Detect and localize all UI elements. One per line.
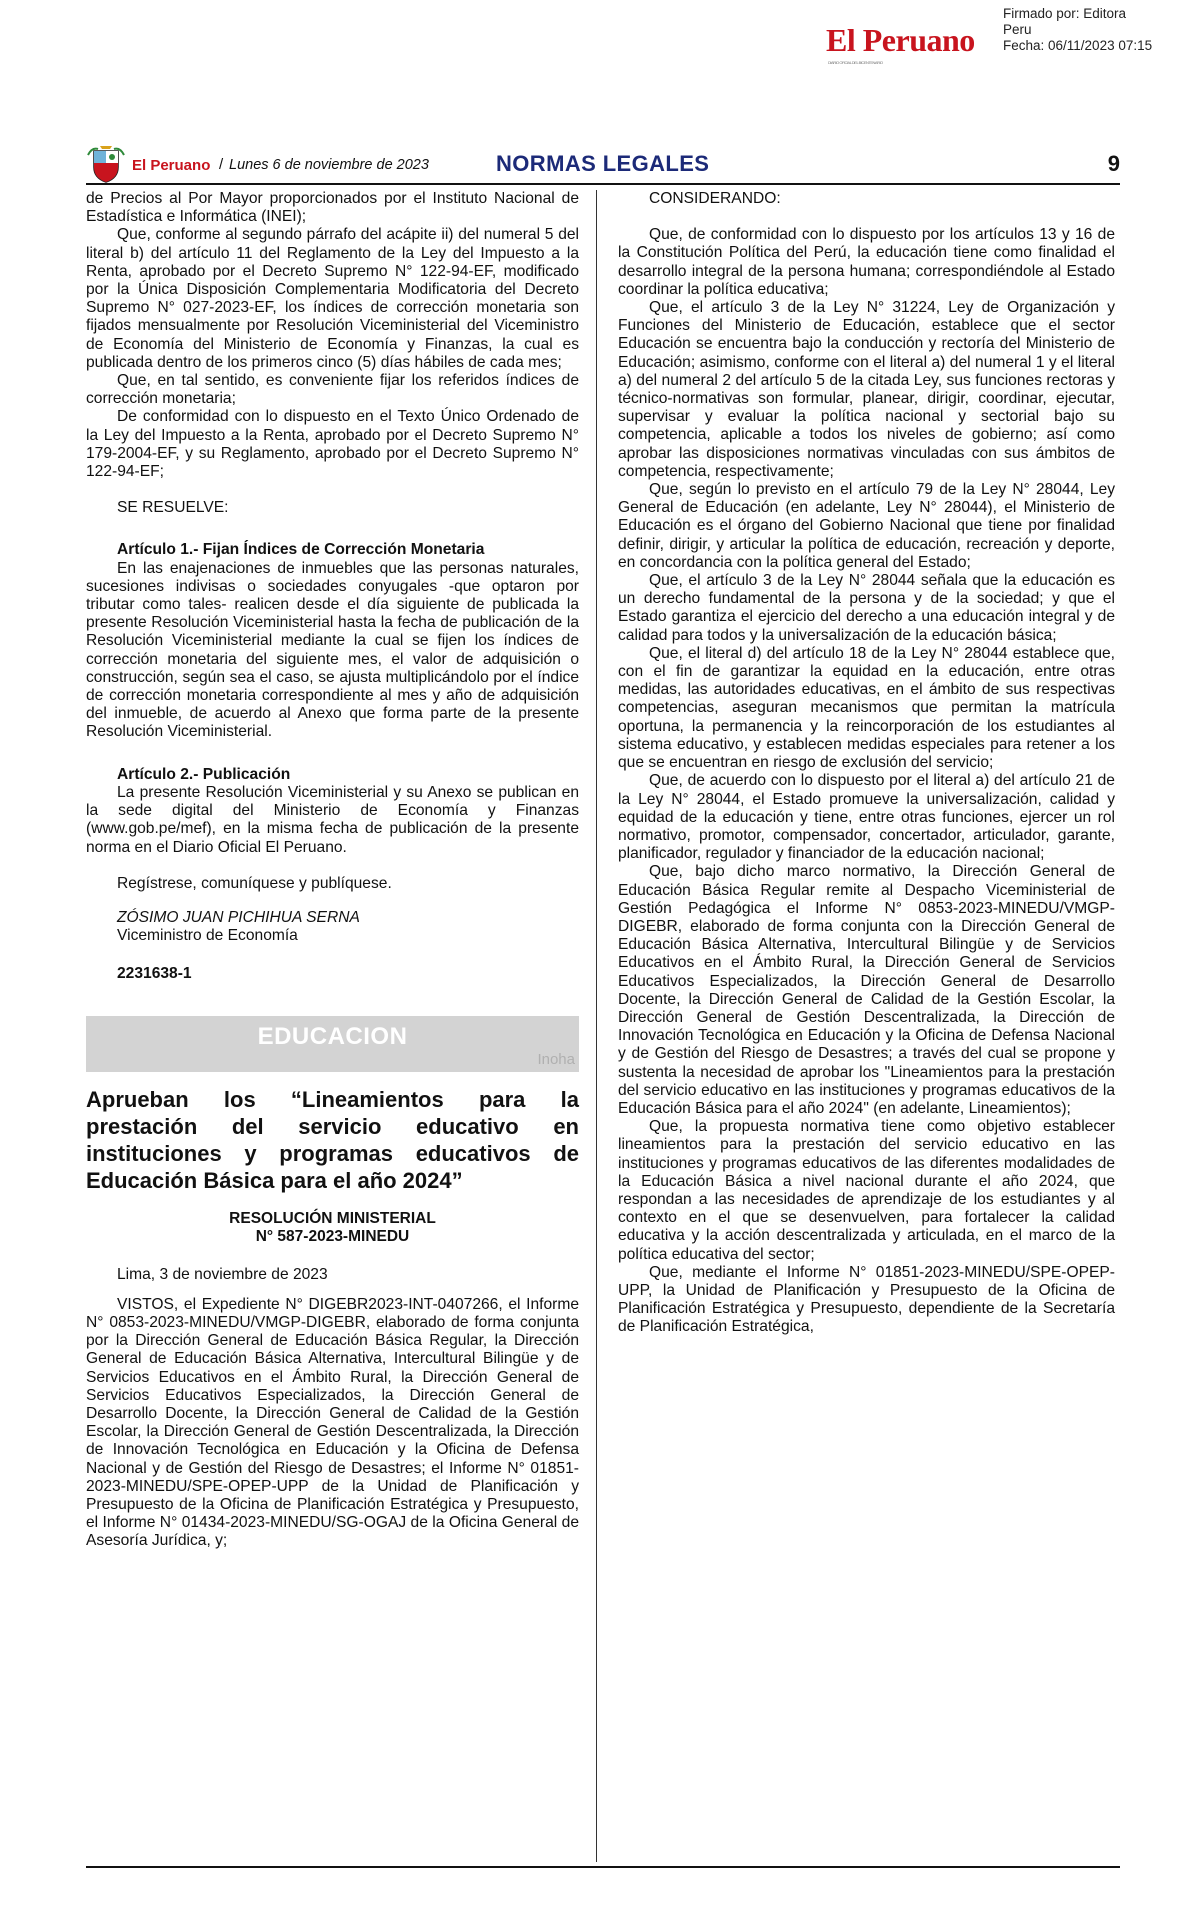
header-section-title: NORMAS LEGALES — [496, 151, 710, 176]
signed-by-value: Peru — [1003, 22, 1032, 37]
footer-rule — [86, 1866, 1120, 1868]
resolution-title-block — [86, 1210, 579, 1246]
resolution-title: RESOLUCIÓN MINISTERIAL — [229, 1209, 436, 1227]
paragraph: Que, el artículo 3 de la Ley N° 28044 señala que la educación es un derecho fundamental de la persona y de la sociedad; y que el Estado garantiza el ejercicio del derecho a una educación integral y de calidad para todos y la universalización de la educación básica; — [618, 572, 1115, 644]
page-number: 9 — [1107, 151, 1120, 176]
column-divider — [596, 190, 597, 1862]
paragraph: Que, la propuesta normativa tiene como objetivo establecer lineamientos para la prestación del servicio educativo en las instituciones y programas educativos de las diferentes modalidades de la Educación Básica a nivel nacional durante el año 2024, que respondan a las necesidades de aprendizaje de los estudiantes y al contexto en el que se desenvuelven, para fortalecer la calidad educativa y la acción descentralizada y articulada, en el marco de la política educativa del sector; — [618, 1118, 1115, 1263]
coat-of-arms-icon — [86, 145, 126, 183]
section-banner-tag: Inoha — [537, 1051, 575, 1069]
section-banner — [86, 1016, 579, 1072]
closing-formula: Regístrese, comuníquese y publíquese. — [117, 874, 392, 892]
paragraph: De conformidad con lo dispuesto en el Texto Único Ordenado de la Ley del Impuesto a la Renta, aprobado por el Decreto Supremo N° 179-2004-EF, y su Reglamento, aprobado por el Decreto Supremo N° 122-94-EF; — [86, 408, 579, 481]
paragraph: Que, el literal d) del artículo 18 de la Ley N° 28044 establece que, con el fin de garantizar la equidad en la educación, entre otras medidas, las autoridades educativas, en el ámbito de sus respectivas competencias, aseguran mecanismos que permitan la matrícula oportuna, la permanencia y la reincorporación de los estudiantes al sistema educativo, y establecen medidas especiales para retener a los que se encuentran en riesgo de exclusión del servicio; — [618, 644, 1115, 772]
header-separator: / — [219, 156, 224, 173]
considerando-label: CONSIDERANDO: — [649, 190, 781, 207]
digital-signature — [820, 0, 1200, 65]
paragraph: de Precios al Por Mayor proporcionados por el Instituto Nacional de Estadística e Informática (INEI); — [86, 190, 579, 226]
paragraph: Que, de conformidad con lo dispuesto por los artículos 13 y 16 de la Constitución Política del Perú, la educación tiene como finalidad el desarrollo integral de la persona humana; correspondiéndole al Estado coordinar la política educativa; — [618, 226, 1115, 298]
signed-by-label: Firmado por: Editora — [1003, 6, 1127, 21]
header-rule — [86, 183, 1120, 185]
paragraph: Que, conforme al segundo párrafo del acápite ii) del numeral 5 del literal b) del artículo 11 del Reglamento de la Ley del Impuesto a la Renta, aprobado por el Decreto Supremo N° 122-94-EF, modificado por la Única Disposición Complementaria Modificatoria del Decreto Supremo N° 027-2023-EF, los índices de corrección monetaria son fijados mensualmente por Resolución Viceministerial del Viceministro de Economía del Ministerio de Economía y Finanzas, la cual es publicada dentro de los primeros cinco (5) días hábiles de cada mes; — [86, 226, 579, 371]
paragraph: Que, de acuerdo con lo dispuesto por el literal a) del artículo 21 de la Ley N° 28044, el Estado promueve la universalización, calidad y equidad de la educación y tiene, entre otras funciones, ejercer un rol normativo, promotor, compensador, concertador, articulador, garante, planificador, regulador y financiador de la educación nacional; — [618, 772, 1115, 863]
paragraph: Que, el artículo 3 de la Ley N° 31224, Ley de Organización y Funciones del Ministerio de Educación, establece que el sector Educación se encuentra bajo la conducción y rectoría del Ministerio de Educación; asimismo, conforme con el literal a) del numeral 1 y el literal a) del numeral 2 del artículo 5 de la citada Ley, sus funciones rectoras y técnico-normativas son formular, planear, dirigir, coordinar, ejecutar, supervisar y evaluar la política nacional y sectorial bajo su competencia, aplicable a todos los niveles de gobierno; así como aprobar las disposiciones normativas vinculadas con sus ámbitos de competencia, respectivamente; — [618, 299, 1115, 480]
el-peruano-logo: El Peruano DIARIO OFICIAL DEL BICENTENARIO — [826, 22, 975, 65]
section-banner-title: EDUCACION — [257, 1022, 408, 1050]
article-2-title: Artículo 2.- Publicación — [117, 765, 291, 783]
paragraph: Que, bajo dicho marco normativo, la Dirección General de Educación Básica Regular remite al Despacho Viceministerial de Gestión Pedagógica el Informe N° 0853-2023-MINEDU/VMGP-DIGEBR, elaborado de forma conjunta con la Dirección General de Educación Básica Alternativa, Intercultural Bilingüe y de Servicios Educativos en el Ámbito Rural, la Dirección General de Servicios Educativos Especializados, la Dirección General de Desarrollo Docente, la Dirección General de Calidad de la Gestión Escolar, la Dirección General de Gestión Descentralizada, la Dirección de Innovación Tecnológica en Educación y la Oficina de Defensa Nacional y de Gestión del Riesgo de Desastres; a través del cual se propone y sustenta la necesidad de aprobar los "Lineamientos para la prestación del servicio educativo en las instituciones y programas educativos de la Educación Básica para el año 2024" (en adelante, Lineamientos); — [618, 863, 1115, 1117]
paragraph: Que, en tal sentido, es conveniente fijar los referidos índices de corrección monetaria; — [86, 372, 579, 408]
resolve-label: SE RESUELVE: — [117, 499, 229, 517]
norm-headline: Aprueban los “Lineamientos para la prestación del servicio educativo en instituciones y programas educativos de Educación Básica para el año 2024” — [86, 1086, 579, 1193]
signature-text — [1003, 6, 1152, 54]
official-role: Viceministro de Economía — [117, 927, 298, 945]
header-brand: El Peruano — [132, 157, 211, 174]
document-code: 2231638-1 — [117, 965, 192, 983]
header-date: Lunes 6 de noviembre de 2023 — [229, 157, 429, 173]
vistos-paragraph: VISTOS, el Expediente N° DIGEBR2023-INT-0407266, el Informe N° 0853-2023-MINEDU/VMGP-DIGEBR, elaborado de forma conjunta por la Dirección General de Educación Básica Regular, la Dirección General de Educación Básica Alternativa, Intercultural Bilingüe y de Servicios Educativos en el Ámbito Rural, la Dirección General de Servicios Educativos Especializados, la Dirección General de Desarrollo Docente, la Dirección General de Calidad de la Gestión Escolar, la Dirección General de Gestión Descentralizada, la Dirección de Innovación Tecnológica en Educación y la Oficina de Defensa Nacional y de Gestión del Riesgo de Desastres; el Informe N° 01851-2023-MINEDU/SPE-OPEP-UPP de la Unidad de Planificación y Presupuesto de la Oficina de Planificación Estratégica y Presupuesto, el Informe N° 01434-2023-MINEDU/SG-OGAJ de la Oficina General de Asesoría Jurídica, y; — [86, 1295, 579, 1550]
official-name: ZÓSIMO JUAN PICHIHUA SERNA — [117, 908, 360, 926]
place-date: Lima, 3 de noviembre de 2023 — [117, 1265, 328, 1283]
resolution-number: N° 587-2023-MINEDU — [255, 1227, 410, 1245]
page-header — [86, 145, 1120, 185]
article-1-title: Artículo 1.- Fijan Índices de Corrección Monetaria — [117, 541, 485, 559]
paragraph: Que, mediante el Informe N° 01851-2023-MINEDU/SPE-OPEP-UPP, la Unidad de Planificación y Presupuesto de la Oficina de Planificación Estratégica y Presupuesto, dependiente de la Secretaría de Planificación Estratégica, — [618, 1263, 1115, 1336]
signature-date: Fecha: 06/11/2023 07:15 — [1003, 38, 1153, 53]
article-2-text: La presente Resolución Viceministerial y su Anexo se publican en la sede digital del Ministerio de Economía y Finanzas (www.gob.pe/mef), en la misma fecha de publicación de la presente norma en el Diario Oficial El Peruano. — [86, 783, 579, 856]
right-column — [618, 190, 1115, 1337]
left-column — [86, 190, 579, 1551]
article-1-text: En las enajenaciones de inmuebles que las personas naturales, sucesiones indivisas o sociedades conyugales -que optaron por tributar como tales- realicen desde el día siguiente de publicada la presente Resolución Viceministerial hasta la fecha de publicación de la Resolución Viceministerial mediante la cual se fijen los índices de corrección monetaria del siguiente mes, el valor de adquisición o construcción, según sea el caso, se ajusta multiplicándolo por el índice de corrección monetaria correspondiente al mes y año de adquisición del inmueble, de acuerdo al Anexo que forma parte de la presente Resolución Viceministerial. — [86, 559, 579, 741]
paragraph: Que, según lo previsto en el artículo 79 de la Ley N° 28044, Ley General de Educación (en adelante, Ley N° 28044), el Ministerio de Educación es el órgano del Gobierno Nacional que tiene por finalidad definir, dirigir, y articular la política de educación, recreación y deporte, en concordancia con la política general del Estado; — [618, 481, 1115, 571]
